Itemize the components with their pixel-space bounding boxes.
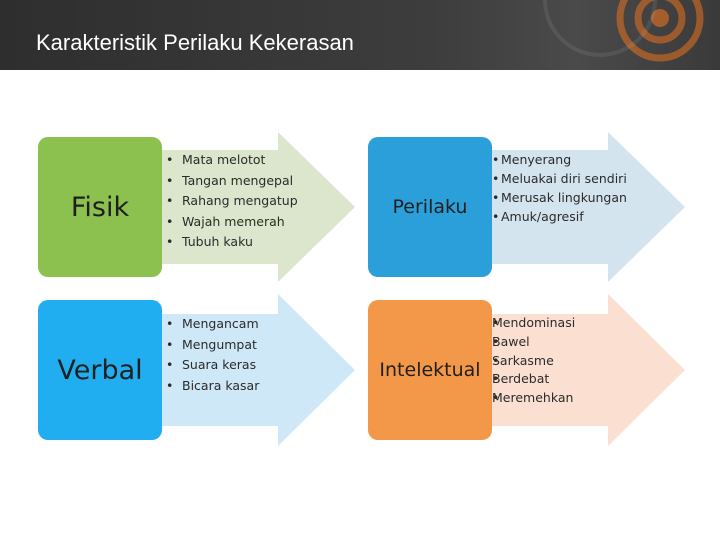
slide-title: Karakteristik Perilaku Kekerasan [36,30,354,55]
perilaku-list [492,150,627,226]
list-item: • Bawel [492,333,575,352]
list-item: • Mata melotot [166,150,298,171]
list-item: • Berdebat [492,370,575,389]
list-item: • Suara keras [166,355,259,376]
intelektual-label: Intelektual [379,359,481,381]
intelektual-list [492,314,575,408]
list-item: • Mengancam [166,314,259,335]
list-item: • Wajah memerah [166,212,298,233]
intelektual-box [368,300,492,440]
list-item: • Amuk/agresif [492,207,627,226]
list-item: • Rahang mengatup [166,191,298,212]
list-item: • Merusak lingkungan [492,188,627,207]
verbal-list [166,314,259,396]
fisik-list [166,150,298,253]
list-item: • Mendominasi [492,314,575,333]
perilaku-box [368,137,492,277]
list-item: • Tangan mengepal [166,171,298,192]
list-item: • Bicara kasar [166,376,259,397]
list-item: • Menyerang [492,150,627,169]
list-item: • Tubuh kaku [166,232,298,253]
fisik-box [38,137,162,277]
verbal-label: Verbal [57,354,143,386]
list-item: • Meremehkan [492,389,575,408]
verbal-box [38,300,162,440]
fisik-label: Fisik [70,191,130,223]
list-item: • Sarkasme [492,352,575,371]
list-item: • Mengumpat [166,335,259,356]
list-item: • Meluakai diri sendiri [492,169,627,188]
perilaku-label: Perilaku [392,196,468,218]
